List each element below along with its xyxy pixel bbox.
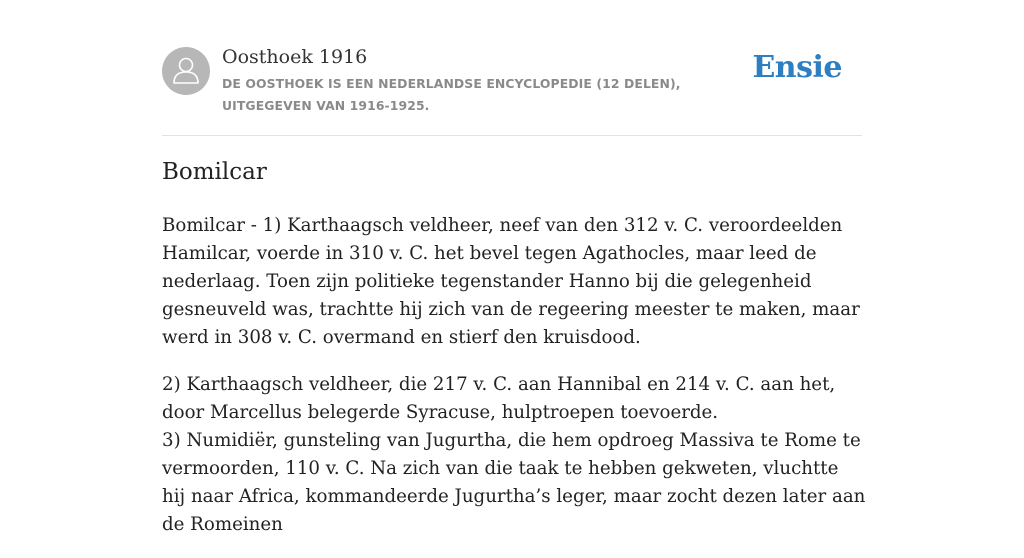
paragraph-3: 3) Numidiër, gunsteling van Jugurtha, die hem opdroeg Massiva te Rome te vermoorden, 110 v. C. Na zich van die taak te hebben gekweten, vluchtte hij naar Africa, kommandeerde Jugurtha’s leger, maar zocht dezen later aan de Romeinen <box>162 430 866 535</box>
avatar[interactable] <box>162 47 210 95</box>
article-title: Bomilcar <box>162 159 267 185</box>
article-body <box>162 212 867 558</box>
paragraph-2: 2) Karthaagsch veldheer, die 217 v. C. aan Hannibal en 214 v. C. aan het, door Marcellus belegerde Syracuse, hulptroepen toevoerde. <box>162 374 836 423</box>
user-silhouette-icon <box>162 47 210 95</box>
source-header <box>162 0 862 136</box>
page-container <box>162 0 866 535</box>
source-title[interactable]: Oosthoek 1916 <box>222 46 368 68</box>
source-description: DE OOSTHOEK IS EEN NEDERLANDSE ENCYCLOPEDIE (12 DELEN), UITGEGEVEN VAN 1916-1925. <box>222 76 681 113</box>
ensie-logo[interactable]: Ensie <box>752 50 842 85</box>
paragraph-1: Bomilcar - 1) Karthaagsch veldheer, neef van den 312 v. C. veroordeelden Hamilcar, voerde in 310 v. C. het bevel tegen Agathocles, maar leed de nederlaag. Toen zijn politieke tegenstander Hanno bij die gelegenheid gesneuveld was, trachtte hij zich van de regeering meester te maken, maar werd in 308 v. C. overmand en stierf den kruisdood. <box>162 215 860 348</box>
